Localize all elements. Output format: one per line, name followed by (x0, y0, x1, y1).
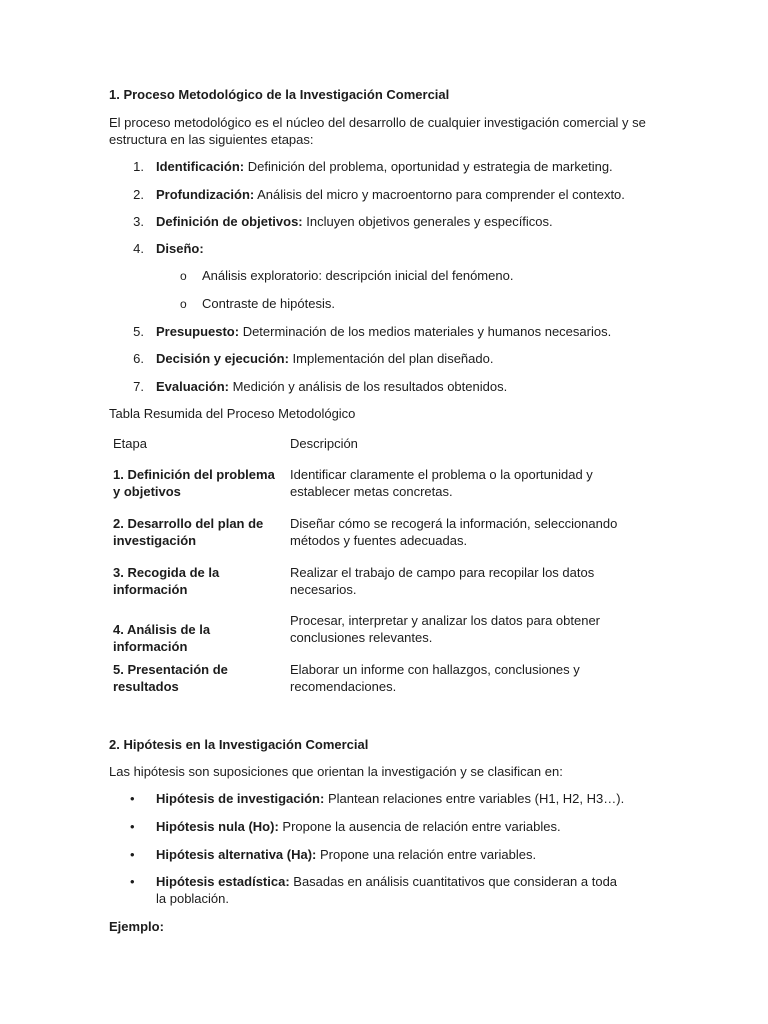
step-term: Identificación: (156, 159, 245, 174)
step-number: 3. (133, 214, 144, 229)
column-header-description: Descripción (290, 436, 358, 451)
section-2-heading: 2. Hipótesis en la Investigación Comercial (109, 737, 369, 752)
hypothesis-text: Propone la ausencia de relación entre variables. (278, 819, 561, 834)
step-text: Determinación de los medios materiales y humanos necesarios. (239, 324, 612, 339)
step-text: Medición y análisis de los resultados obtenidos. (228, 379, 508, 394)
table-cell-stage: 3. Recogida de la información (113, 565, 220, 597)
hypothesis-term: Hipótesis estadística: (156, 874, 290, 889)
step-number: 4. (133, 241, 144, 256)
hypothesis-term: Hipótesis nula (Ho): (156, 819, 279, 834)
table-cell-description: Realizar el trabajo de campo para recopilar los datos necesarios. (290, 565, 595, 597)
step-text: Implementación del plan diseñado. (288, 351, 494, 366)
step-text: Definición del problema, oportunidad y estrategia de marketing. (244, 159, 613, 174)
table-cell-description: Procesar, interpretar y analizar los datos para obtener conclusiones relevantes. (290, 613, 601, 645)
table-caption: Tabla Resumida del Proceso Metodológico (109, 406, 356, 421)
step-number: 5. (133, 324, 144, 339)
step-text: Incluyen objetivos generales y específicos. (302, 214, 553, 229)
bullet-icon: • (130, 874, 135, 889)
step-term: Presupuesto: (156, 324, 240, 339)
section-1-heading: 1. Proceso Metodológico de la Investigación Comercial (109, 87, 450, 102)
step-term: Decisión y ejecución: (156, 351, 289, 366)
step-text: Análisis del micro y macroentorno para comprender el contexto. (254, 187, 625, 202)
design-subitem-text: Contraste de hipótesis. (202, 296, 335, 311)
table-cell-description: Elaborar un informe con hallazgos, conclusiones y recomendaciones. (290, 662, 580, 694)
table-cell-stage: 5. Presentación de resultados (113, 662, 228, 694)
step-number: 2. (133, 187, 144, 202)
hypothesis-text: Basadas en análisis cuantitativos que consideran a toda la población. (156, 874, 618, 906)
hypothesis-term: Hipótesis alternativa (Ha): (156, 847, 317, 862)
table-cell-description: Identificar claramente el problema o la oportunidad y establecer metas concretas. (290, 467, 593, 499)
circle-bullet-icon: o (180, 297, 187, 311)
hypothesis-text: Plantean relaciones entre variables (H1, H2, H3…). (324, 791, 625, 806)
table-cell-description: Diseñar cómo se recogerá la información, seleccionando métodos y fuentes adecuadas. (290, 516, 618, 548)
table-cell-stage: 2. Desarrollo del plan de investigación (113, 516, 264, 548)
section-1-intro: El proceso metodológico es el núcleo del desarrollo de cualquier investigación comercial y se estructura en las siguientes etapas: (109, 115, 646, 147)
step-term: Evaluación: (156, 379, 229, 394)
step-number: 6. (133, 351, 144, 366)
step-term: Diseño: (156, 241, 204, 256)
step-number: 7. (133, 379, 144, 394)
table-cell-stage: 4. Análisis de la información (113, 622, 211, 654)
bullet-icon: • (130, 791, 135, 806)
bullet-icon: • (130, 847, 135, 862)
column-header-stage: Etapa (113, 436, 147, 451)
bullet-icon: • (130, 819, 135, 834)
example-label: Ejemplo: (109, 919, 164, 934)
table-cell-stage: 1. Definición del problema y objetivos (113, 467, 275, 499)
step-term: Profundización: (156, 187, 255, 202)
hypothesis-text: Propone una relación entre variables. (316, 847, 537, 862)
step-term: Definición de objetivos: (156, 214, 303, 229)
circle-bullet-icon: o (180, 269, 187, 283)
design-subitem-text: Análisis exploratorio: descripción inicial del fenómeno. (202, 268, 514, 283)
hypothesis-term: Hipótesis de investigación: (156, 791, 325, 806)
step-number: 1. (133, 159, 144, 174)
section-2-intro: Las hipótesis son suposiciones que orientan la investigación y se clasifican en: (109, 764, 563, 779)
